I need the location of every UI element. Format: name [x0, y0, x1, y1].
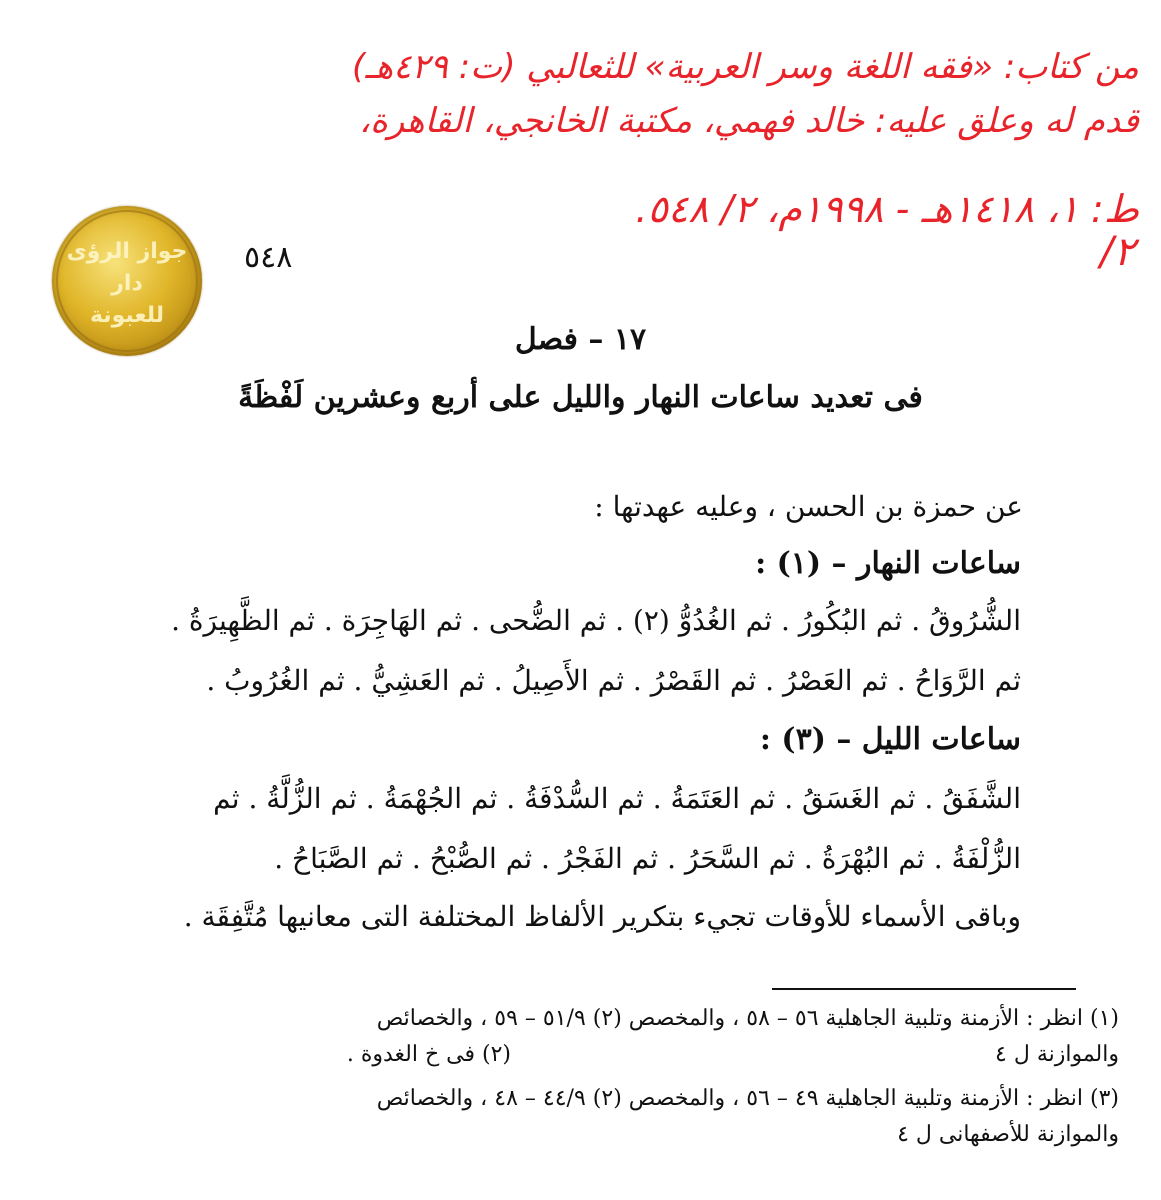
page-number: ٥٤٨: [244, 240, 293, 275]
handwritten-citation-line-1: من كتاب: «فقه اللغة وسر العربية» للثعالبي (ت: ٤٢٩هـ): [351, 47, 1139, 87]
seal-text-3: للعبونة: [89, 303, 165, 328]
seal-text-1: جواز الرؤى: [66, 239, 188, 264]
night-hours-line-1: الشَّفَقُ . ثم الغَسَقُ . ثم العَتَمَةُ . ثم السُّدْفَةُ . ثم الجُهْمَةُ . ثم الزُّلَّةُ . ثم: [213, 782, 1021, 815]
footnote-3-line-1: (٣) انظر : الأزمنة وتلبية الجاهلية ٤٩ – ٥٦ ، والمخصص (٢) ٤٤/٩ – ٤٨ ، والخصائص: [376, 1086, 1119, 1111]
intro-line: عن حمزة بن الحسن ، وعليه عهدتها :: [594, 490, 1023, 523]
footnote-1-line-2: والموازنة ل ٤: [995, 1042, 1119, 1067]
day-hours-line-2: ثم الرَّوَاحُ . ثم العَصْرُ . ثم القَصْرُ . ثم الأَصِيلُ . ثم العَشِيُّ . ثم الغُرُوبُ .: [206, 664, 1021, 697]
footnote-3-line-2: والموازنة للأصفهانى ل ٤: [897, 1122, 1119, 1147]
seal-text-2: دار: [111, 271, 143, 296]
section-number-heading: ١٧ – فصل: [514, 322, 647, 357]
night-hours-heading: ساعات الليل – (٣) :: [759, 722, 1021, 757]
day-hours-heading: ساعات النهار – (١) :: [755, 546, 1021, 581]
footnote-divider: [772, 988, 1076, 990]
handwritten-citation-line-2: قدم له وعلق عليه: خالد فهمي، مكتبة الخانجي، القاهرة،: [359, 101, 1139, 141]
day-hours-line-1: الشُّرُوقُ . ثم البُكُورُ . ثم الغُدُوُّ (٢) . ثم الضُّحى . ثم الهَاجِرَة . ثم الظَّهِيرَةُ .: [171, 604, 1021, 637]
section-subtitle: فى تعديد ساعات النهار والليل على أربع وعشرين لَفْظَةً: [238, 380, 923, 415]
handwritten-citation-line-4: ٢/: [1100, 229, 1135, 275]
remainder-line: وباقى الأسماء للأوقات تجيء بتكرير الألفاظ المختلفة التى معانيها مُتَّفِقَة .: [183, 900, 1021, 933]
night-hours-line-2: الزُّلْفَةُ . ثم البُهْرَةُ . ثم السَّحَرُ . ثم الفَجْرُ . ثم الصُّبْحُ . ثم الصَّبَاحُ .: [274, 842, 1021, 875]
footnote-1-line-1: (١) انظر : الأزمنة وتلبية الجاهلية ٥٦ – ٥٨ ، والمخصص (٢) ٥١/٩ – ٥٩ ، والخصائص: [376, 1006, 1119, 1031]
handwritten-citation-line-3: ط: ١، ١٤١٨هـ - ١٩٩٨م، ٢/ ٥٤٨.: [635, 187, 1139, 231]
footnote-2: (٢) فى خ الغدوة .: [346, 1042, 511, 1067]
